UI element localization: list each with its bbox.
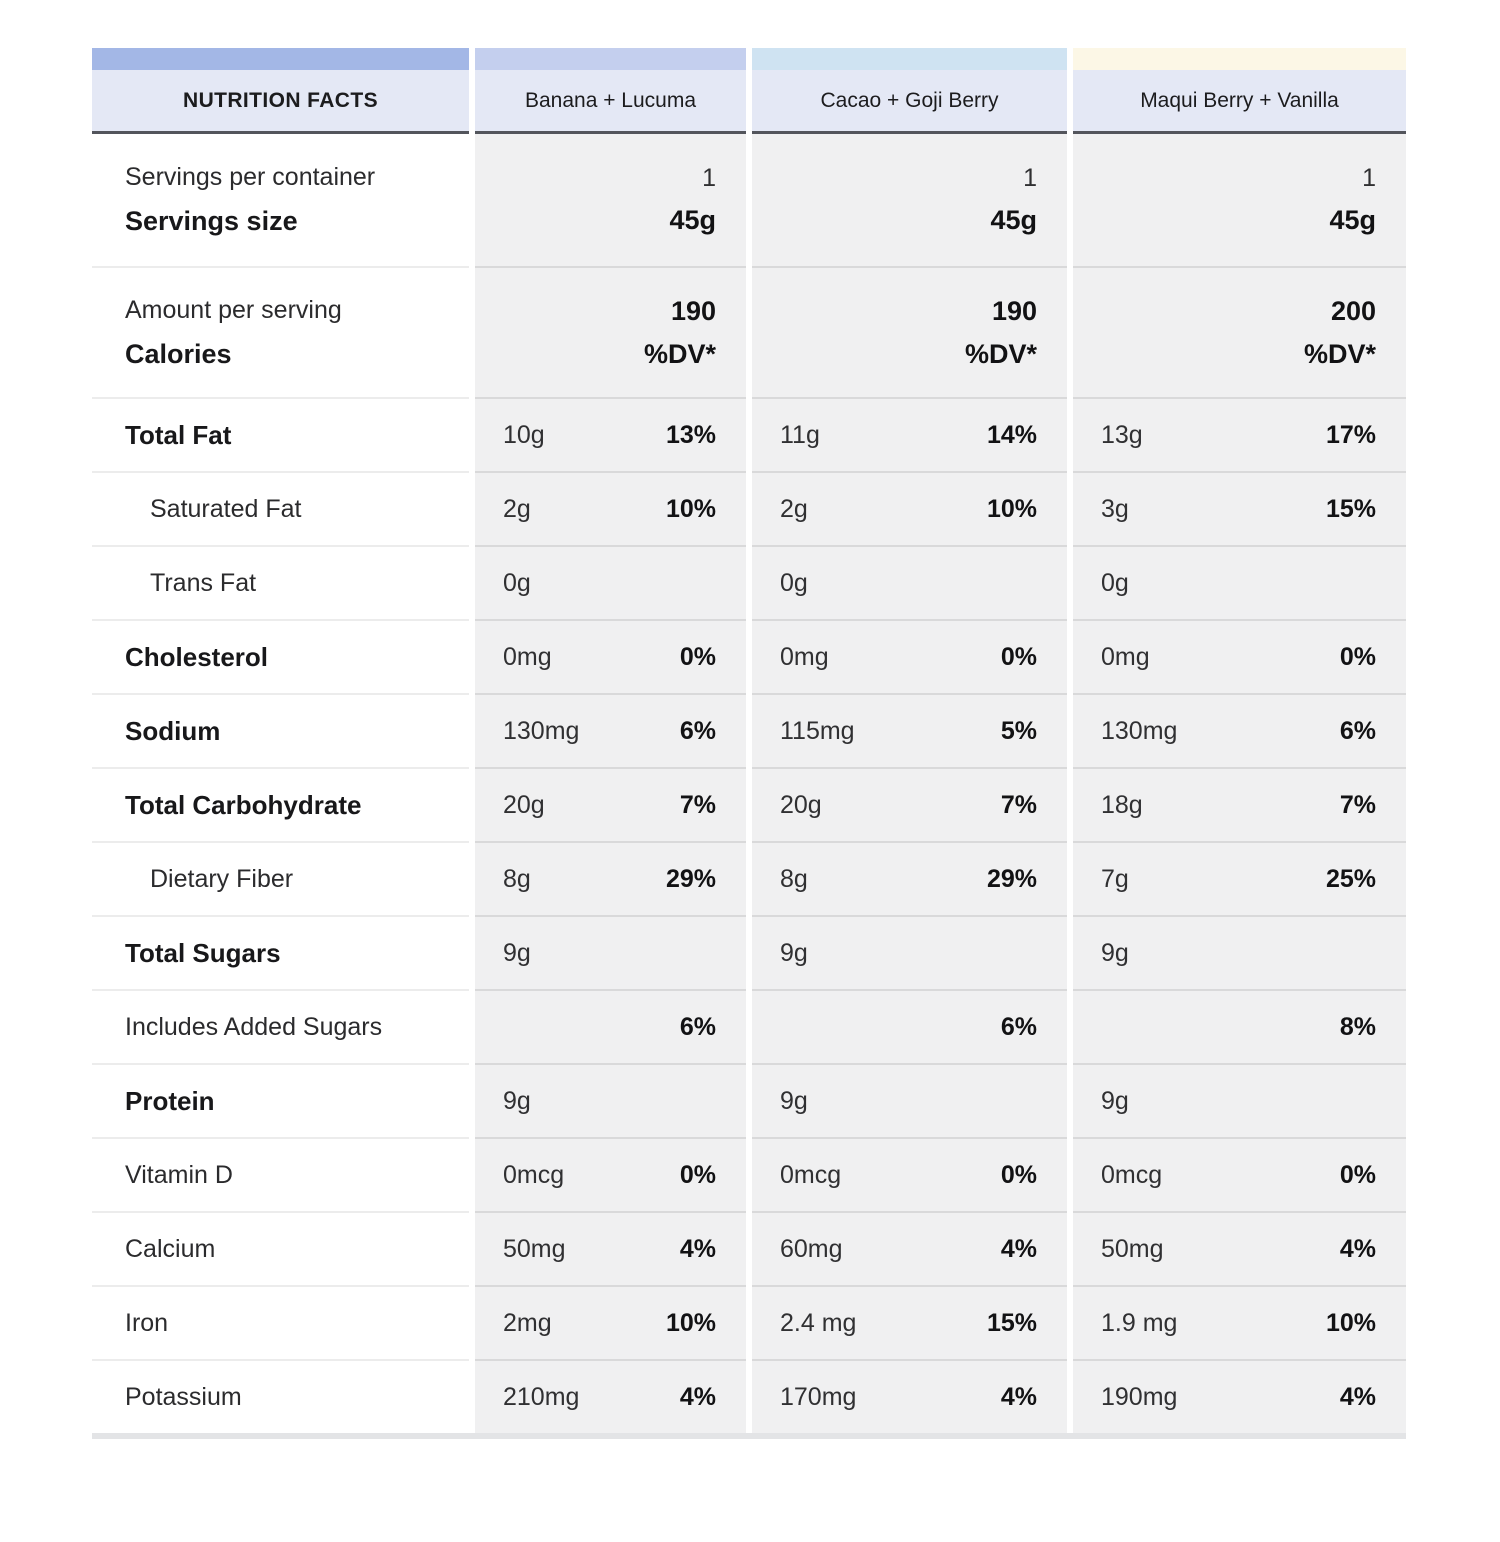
nutrient-row-label: Trans Fat — [92, 545, 469, 619]
product-accent-bar — [752, 48, 1067, 70]
nutrient-value-cell — [475, 767, 746, 841]
nutrient-dv-percent: 6% — [679, 716, 716, 745]
calories-value-cell — [752, 266, 1067, 397]
servings-count: 1 — [1362, 164, 1376, 192]
dv-column-header: %DV* — [643, 338, 716, 369]
product-column-header: Cacao + Goji Berry — [752, 70, 1067, 134]
nutrient-dv-percent: 4% — [679, 1382, 716, 1411]
nutrient-value-cell — [752, 1359, 1067, 1433]
nutrient-amount: 115mg — [780, 716, 855, 745]
calories-amount: 190 — [991, 295, 1037, 326]
servings-count: 1 — [1023, 164, 1037, 192]
nutrient-amount: 50mg — [503, 1234, 566, 1263]
dv-column-header: %DV* — [964, 338, 1037, 369]
calories-amount: 200 — [1330, 295, 1376, 326]
nutrient-dv-percent: 6% — [1000, 1012, 1037, 1041]
nutrient-value-cell — [752, 545, 1067, 619]
nutrient-amount: 0mcg — [780, 1160, 842, 1189]
nutrient-amount: 50mg — [1101, 1234, 1164, 1263]
nutrient-amount: 0g — [503, 568, 531, 597]
nutrient-value-cell — [752, 1137, 1067, 1211]
nutrient-amount: 1.9 mg — [1101, 1308, 1178, 1337]
nutrient-amount: 2g — [503, 494, 531, 523]
nutrient-value-cell — [475, 471, 746, 545]
nutrient-amount: 20g — [503, 790, 545, 819]
nutrient-amount: 0g — [1101, 568, 1129, 597]
product-accent-bar — [1073, 48, 1406, 70]
nutrient-value-cell — [1073, 397, 1406, 471]
nutrient-dv-percent: 0% — [679, 1160, 716, 1189]
nutrient-dv-percent: 0% — [679, 642, 716, 671]
nutrient-dv-percent: 7% — [679, 790, 716, 819]
nutrient-amount: 9g — [780, 938, 808, 967]
nutrient-value-cell — [475, 619, 746, 693]
nutrient-dv-percent: 29% — [665, 864, 716, 893]
nutrient-row-label: Cholesterol — [92, 619, 469, 693]
nutrient-amount: 18g — [1101, 790, 1143, 819]
nutrient-dv-percent: 0% — [1339, 642, 1376, 671]
nutrient-row-label: Calcium — [92, 1211, 469, 1285]
servings-per-container-label: Servings per container — [125, 163, 376, 191]
nutrient-value-cell — [1073, 619, 1406, 693]
nutrient-dv-percent: 10% — [665, 1308, 716, 1337]
serving-size: 45g — [990, 205, 1037, 235]
nutrient-row-label: Total Fat — [92, 397, 469, 471]
nutrient-dv-percent: 4% — [1000, 1234, 1037, 1263]
nutrient-dv-percent: 15% — [986, 1308, 1037, 1337]
nutrient-dv-percent: 7% — [1000, 790, 1037, 819]
nutrient-value-cell — [752, 767, 1067, 841]
calories-value-cell — [475, 266, 746, 397]
nutrient-value-cell — [1073, 989, 1406, 1063]
servings-size-label: Servings size — [125, 206, 298, 236]
nutrient-value-cell — [475, 1137, 746, 1211]
nutrient-amount: 3g — [1101, 494, 1129, 523]
nutrient-amount: 0mcg — [1101, 1160, 1163, 1189]
servings-count: 1 — [702, 164, 716, 192]
nutrient-value-cell — [475, 841, 746, 915]
calories-amount: 190 — [670, 295, 716, 326]
nutrient-value-cell — [752, 1285, 1067, 1359]
nutrient-amount: 13g — [1101, 420, 1143, 449]
nutrient-value-cell — [475, 1063, 746, 1137]
nutrient-amount: 0mcg — [503, 1160, 565, 1189]
nutrient-row-label: Dietary Fiber — [92, 841, 469, 915]
nutrient-amount: 0mg — [503, 642, 552, 671]
serving-size: 45g — [669, 205, 716, 235]
nutrient-amount: 8g — [780, 864, 808, 893]
nutrient-row-label: Sodium — [92, 693, 469, 767]
nutrient-value-cell — [475, 545, 746, 619]
nutrient-value-cell — [1073, 693, 1406, 767]
calories-label: Calories — [125, 338, 232, 369]
nutrient-row-label: Saturated Fat — [92, 471, 469, 545]
nutrient-amount: 9g — [1101, 1086, 1129, 1115]
nutrient-dv-percent: 25% — [1325, 864, 1376, 893]
nutrient-dv-percent: 10% — [1325, 1308, 1376, 1337]
nutrient-value-cell — [475, 1285, 746, 1359]
nutrient-row-label: Protein — [92, 1063, 469, 1137]
nutrient-dv-percent: 0% — [1339, 1160, 1376, 1189]
nutrient-amount: 2.4 mg — [780, 1308, 857, 1337]
nutrient-value-cell — [752, 1063, 1067, 1137]
nutrient-value-cell — [1073, 841, 1406, 915]
nutrient-value-cell — [475, 989, 746, 1063]
nutrient-amount: 10g — [503, 420, 545, 449]
calories-row-label — [92, 266, 469, 397]
label-column-accent-bar — [92, 48, 469, 70]
nutrient-value-cell — [752, 619, 1067, 693]
nutrient-dv-percent: 17% — [1325, 420, 1376, 449]
nutrient-value-cell — [752, 915, 1067, 989]
nutrient-value-cell — [752, 841, 1067, 915]
dv-column-header: %DV* — [1303, 338, 1376, 369]
nutrient-value-cell — [752, 397, 1067, 471]
nutrient-value-cell — [1073, 1285, 1406, 1359]
nutrient-value-cell — [752, 989, 1067, 1063]
nutrient-value-cell — [1073, 1359, 1406, 1433]
nutrient-dv-percent: 0% — [1000, 1160, 1037, 1189]
servings-value-cell — [752, 134, 1067, 266]
nutrient-amount: 0g — [780, 568, 808, 597]
nutrient-row-label: Vitamin D — [92, 1137, 469, 1211]
nutrient-value-cell — [1073, 471, 1406, 545]
nutrient-value-cell — [475, 397, 746, 471]
nutrient-amount: 7g — [1101, 864, 1129, 893]
nutrient-row-label: Total Sugars — [92, 915, 469, 989]
nutrient-dv-percent: 0% — [1000, 642, 1037, 671]
nutrient-dv-percent: 10% — [665, 494, 716, 523]
product-accent-bar — [475, 48, 746, 70]
nutrient-value-cell — [475, 693, 746, 767]
nutrient-amount: 0mg — [1101, 642, 1150, 671]
nutrient-row-label: Potassium — [92, 1359, 469, 1433]
nutrient-dv-percent: 4% — [1339, 1234, 1376, 1263]
nutrient-amount: 11g — [780, 420, 820, 449]
nutrient-dv-percent: 15% — [1325, 494, 1376, 523]
servings-value-cell — [1073, 134, 1406, 266]
table-title: NUTRITION FACTS — [92, 70, 469, 134]
nutrient-dv-percent: 8% — [1339, 1012, 1376, 1041]
nutrient-amount: 190mg — [1101, 1382, 1178, 1411]
nutrient-row-label: Total Carbohydrate — [92, 767, 469, 841]
serving-size: 45g — [1329, 205, 1376, 235]
nutrient-amount: 9g — [1101, 938, 1129, 967]
table-bottom-strip — [92, 1433, 1406, 1439]
nutrient-amount: 130mg — [1101, 716, 1178, 745]
nutrient-dv-percent: 5% — [1000, 716, 1037, 745]
product-column-header: Maqui Berry + Vanilla — [1073, 70, 1406, 134]
product-column-header: Banana + Lucuma — [475, 70, 746, 134]
nutrient-amount: 2g — [780, 494, 808, 523]
nutrient-amount: 2mg — [503, 1308, 552, 1337]
nutrient-dv-percent: 4% — [1000, 1382, 1037, 1411]
nutrient-value-cell — [1073, 1211, 1406, 1285]
nutrient-dv-percent: 10% — [986, 494, 1037, 523]
nutrient-dv-percent: 29% — [986, 864, 1037, 893]
nutrient-amount: 9g — [780, 1086, 808, 1115]
calories-value-cell — [1073, 266, 1406, 397]
servings-row-label — [92, 134, 469, 266]
nutrient-value-cell — [475, 915, 746, 989]
nutrient-amount: 0mg — [780, 642, 829, 671]
nutrient-amount: 170mg — [780, 1382, 857, 1411]
nutrient-value-cell — [752, 471, 1067, 545]
nutrient-amount: 130mg — [503, 716, 580, 745]
nutrient-value-cell — [1073, 1137, 1406, 1211]
nutrient-value-cell — [1073, 545, 1406, 619]
nutrient-dv-percent: 7% — [1339, 790, 1376, 819]
nutrient-dv-percent: 4% — [1339, 1382, 1376, 1411]
nutrient-value-cell — [1073, 767, 1406, 841]
nutrient-value-cell — [475, 1211, 746, 1285]
nutrient-dv-percent: 14% — [986, 420, 1037, 449]
nutrient-dv-percent: 6% — [679, 1012, 716, 1041]
nutrient-row-label: Includes Added Sugars — [92, 989, 469, 1063]
nutrient-row-label: Iron — [92, 1285, 469, 1359]
nutrient-dv-percent: 13% — [665, 420, 716, 449]
nutrient-amount: 8g — [503, 864, 531, 893]
amount-per-serving-label: Amount per serving — [125, 295, 342, 324]
nutrient-amount: 9g — [503, 938, 531, 967]
nutrient-value-cell — [752, 693, 1067, 767]
nutrition-facts-table — [92, 48, 1406, 1439]
nutrient-value-cell — [475, 1359, 746, 1433]
servings-value-cell — [475, 134, 746, 266]
nutrient-dv-percent: 6% — [1339, 716, 1376, 745]
nutrient-value-cell — [752, 1211, 1067, 1285]
nutrient-amount: 20g — [780, 790, 822, 819]
nutrient-value-cell — [1073, 915, 1406, 989]
nutrient-amount: 210mg — [503, 1382, 580, 1411]
nutrient-value-cell — [1073, 1063, 1406, 1137]
nutrient-amount: 60mg — [780, 1234, 843, 1263]
nutrient-amount: 9g — [503, 1086, 531, 1115]
nutrient-dv-percent: 4% — [679, 1234, 716, 1263]
